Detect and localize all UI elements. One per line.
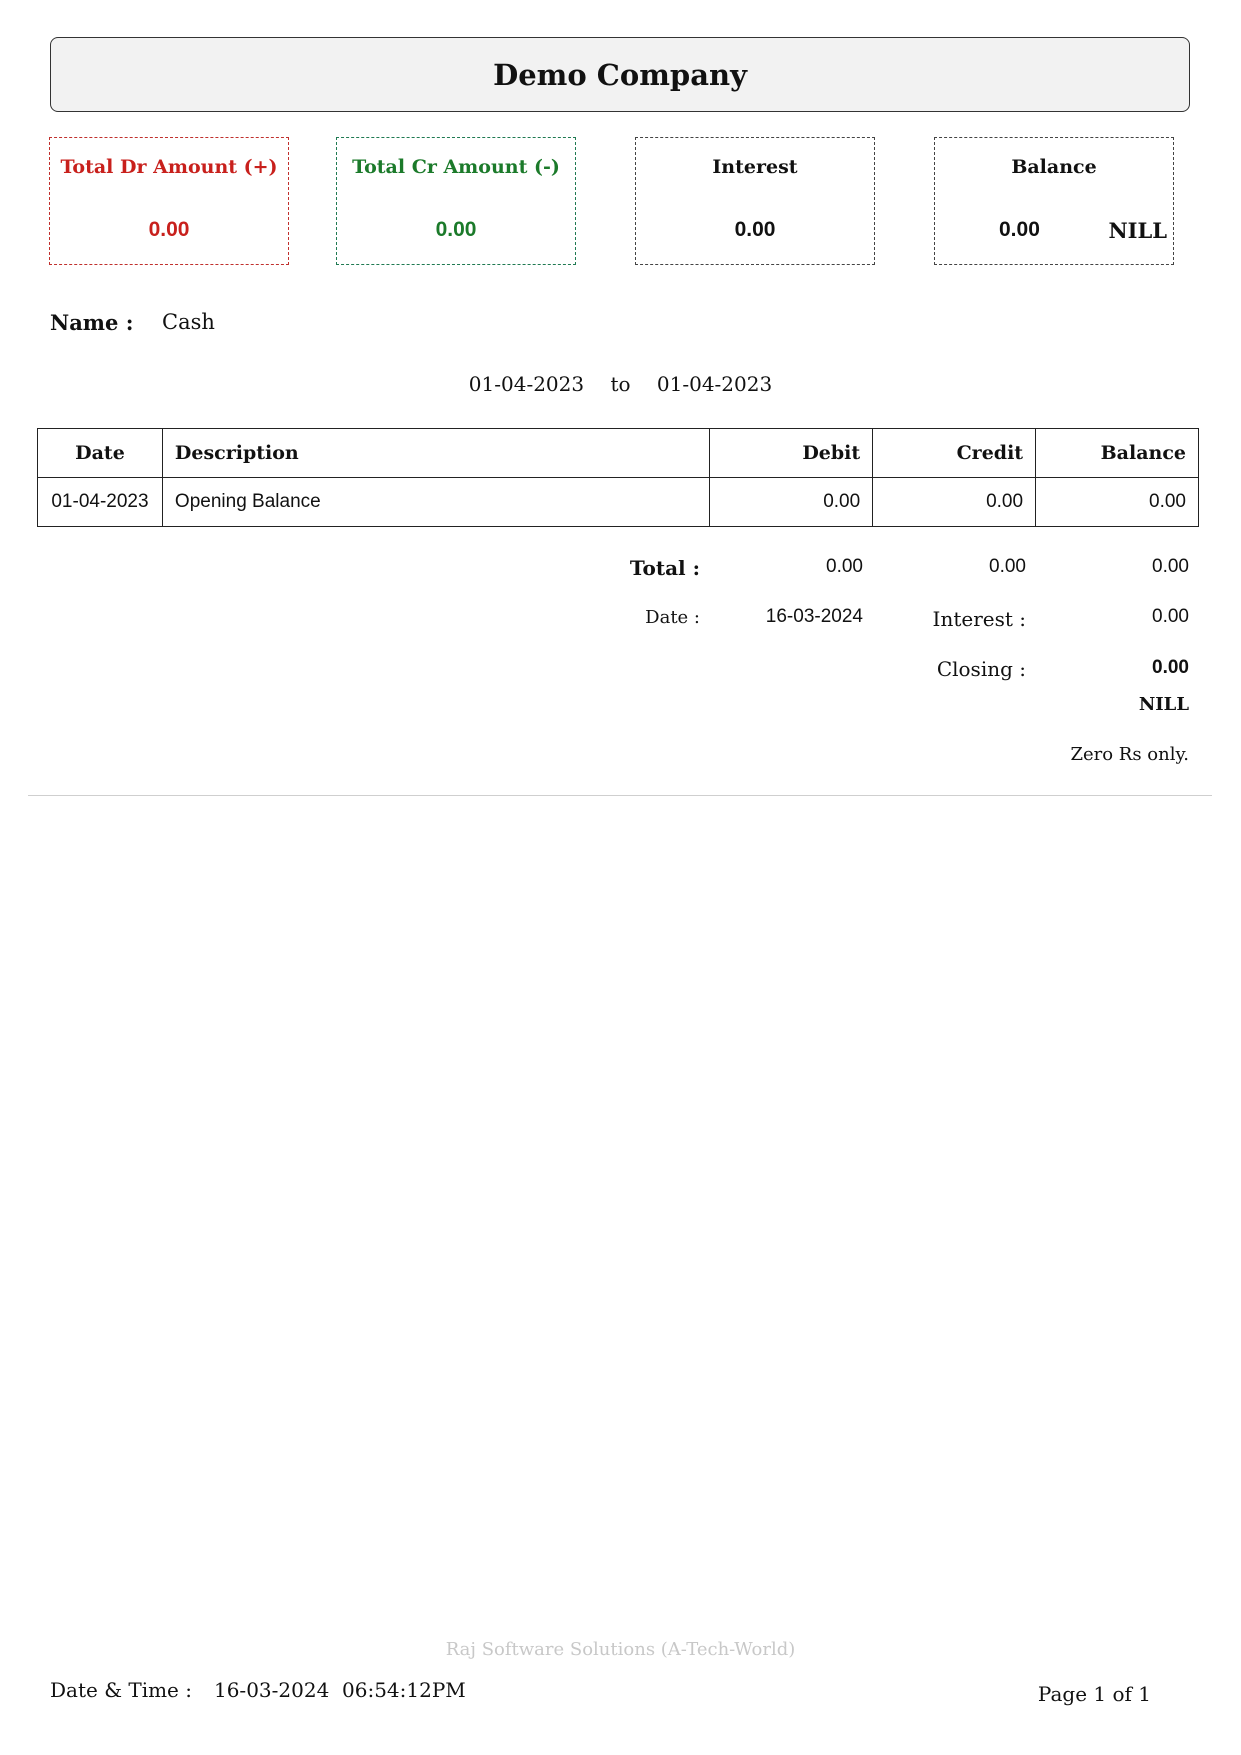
header-credit: Credit <box>873 429 1036 478</box>
interest-value: 0.00 <box>734 218 776 241</box>
balance-label: Balance <box>1011 156 1097 178</box>
header-date: Date <box>38 429 163 478</box>
table-header-row <box>38 429 1199 478</box>
total-dr-card <box>49 137 289 265</box>
balance-card <box>934 137 1174 265</box>
row-debit: 0.00 <box>710 478 873 527</box>
footer-datetime <box>50 1678 466 1702</box>
interest-total-value: 0.00 <box>1152 606 1189 627</box>
total-balance: 0.00 <box>1152 556 1189 577</box>
balance-status: NILL <box>1108 218 1167 243</box>
header-description: Description <box>162 429 709 478</box>
amount-in-words: Zero Rs only. <box>1070 744 1189 765</box>
period-separator: to <box>610 372 631 396</box>
total-dr-label: Total Dr Amount (+) <box>60 156 278 178</box>
interest-label: Interest <box>712 156 798 178</box>
company-title-box <box>50 37 1190 112</box>
balance-value: 0.00 <box>999 218 1040 241</box>
interest-card <box>635 137 875 265</box>
datetime-label: Date & Time : <box>50 1678 192 1702</box>
report-date-value: 16-03-2024 <box>765 606 863 627</box>
closing-value: 0.00 <box>1152 657 1189 678</box>
table-row <box>38 478 1199 527</box>
total-cr-value: 0.00 <box>435 218 477 241</box>
total-debit: 0.00 <box>826 556 863 577</box>
row-balance: 0.00 <box>1036 478 1199 527</box>
total-credit: 0.00 <box>989 556 1026 577</box>
account-name-label: Name : <box>50 310 134 335</box>
datetime-value: 16-03-2024 06:54:12PM <box>213 1678 466 1702</box>
period-from: 01-04-2023 <box>468 372 585 396</box>
report-date-label: Date : <box>645 607 700 628</box>
closing-label: Closing : <box>936 657 1026 681</box>
period-to: 01-04-2023 <box>656 372 773 396</box>
total-cr-card <box>336 137 576 265</box>
header-debit: Debit <box>710 429 873 478</box>
row-date: 01-04-2023 <box>38 478 163 527</box>
row-description: Opening Balance <box>162 478 709 527</box>
total-cr-label: Total Cr Amount (-) <box>352 156 560 178</box>
interest-total-label: Interest : <box>932 607 1026 631</box>
row-credit: 0.00 <box>873 478 1036 527</box>
page-number: Page 1 of 1 <box>1037 1682 1151 1706</box>
company-name: Demo Company <box>493 57 747 92</box>
total-label: Total : <box>629 556 700 580</box>
account-name-value: Cash <box>162 310 215 334</box>
software-brand: Raj Software Solutions (A-Tech-World) <box>445 1639 796 1660</box>
section-divider <box>28 795 1212 796</box>
total-dr-value: 0.00 <box>148 218 190 241</box>
ledger-table <box>37 428 1199 527</box>
date-range <box>0 372 1241 396</box>
closing-status: NILL <box>1138 694 1189 715</box>
header-balance: Balance <box>1036 429 1199 478</box>
